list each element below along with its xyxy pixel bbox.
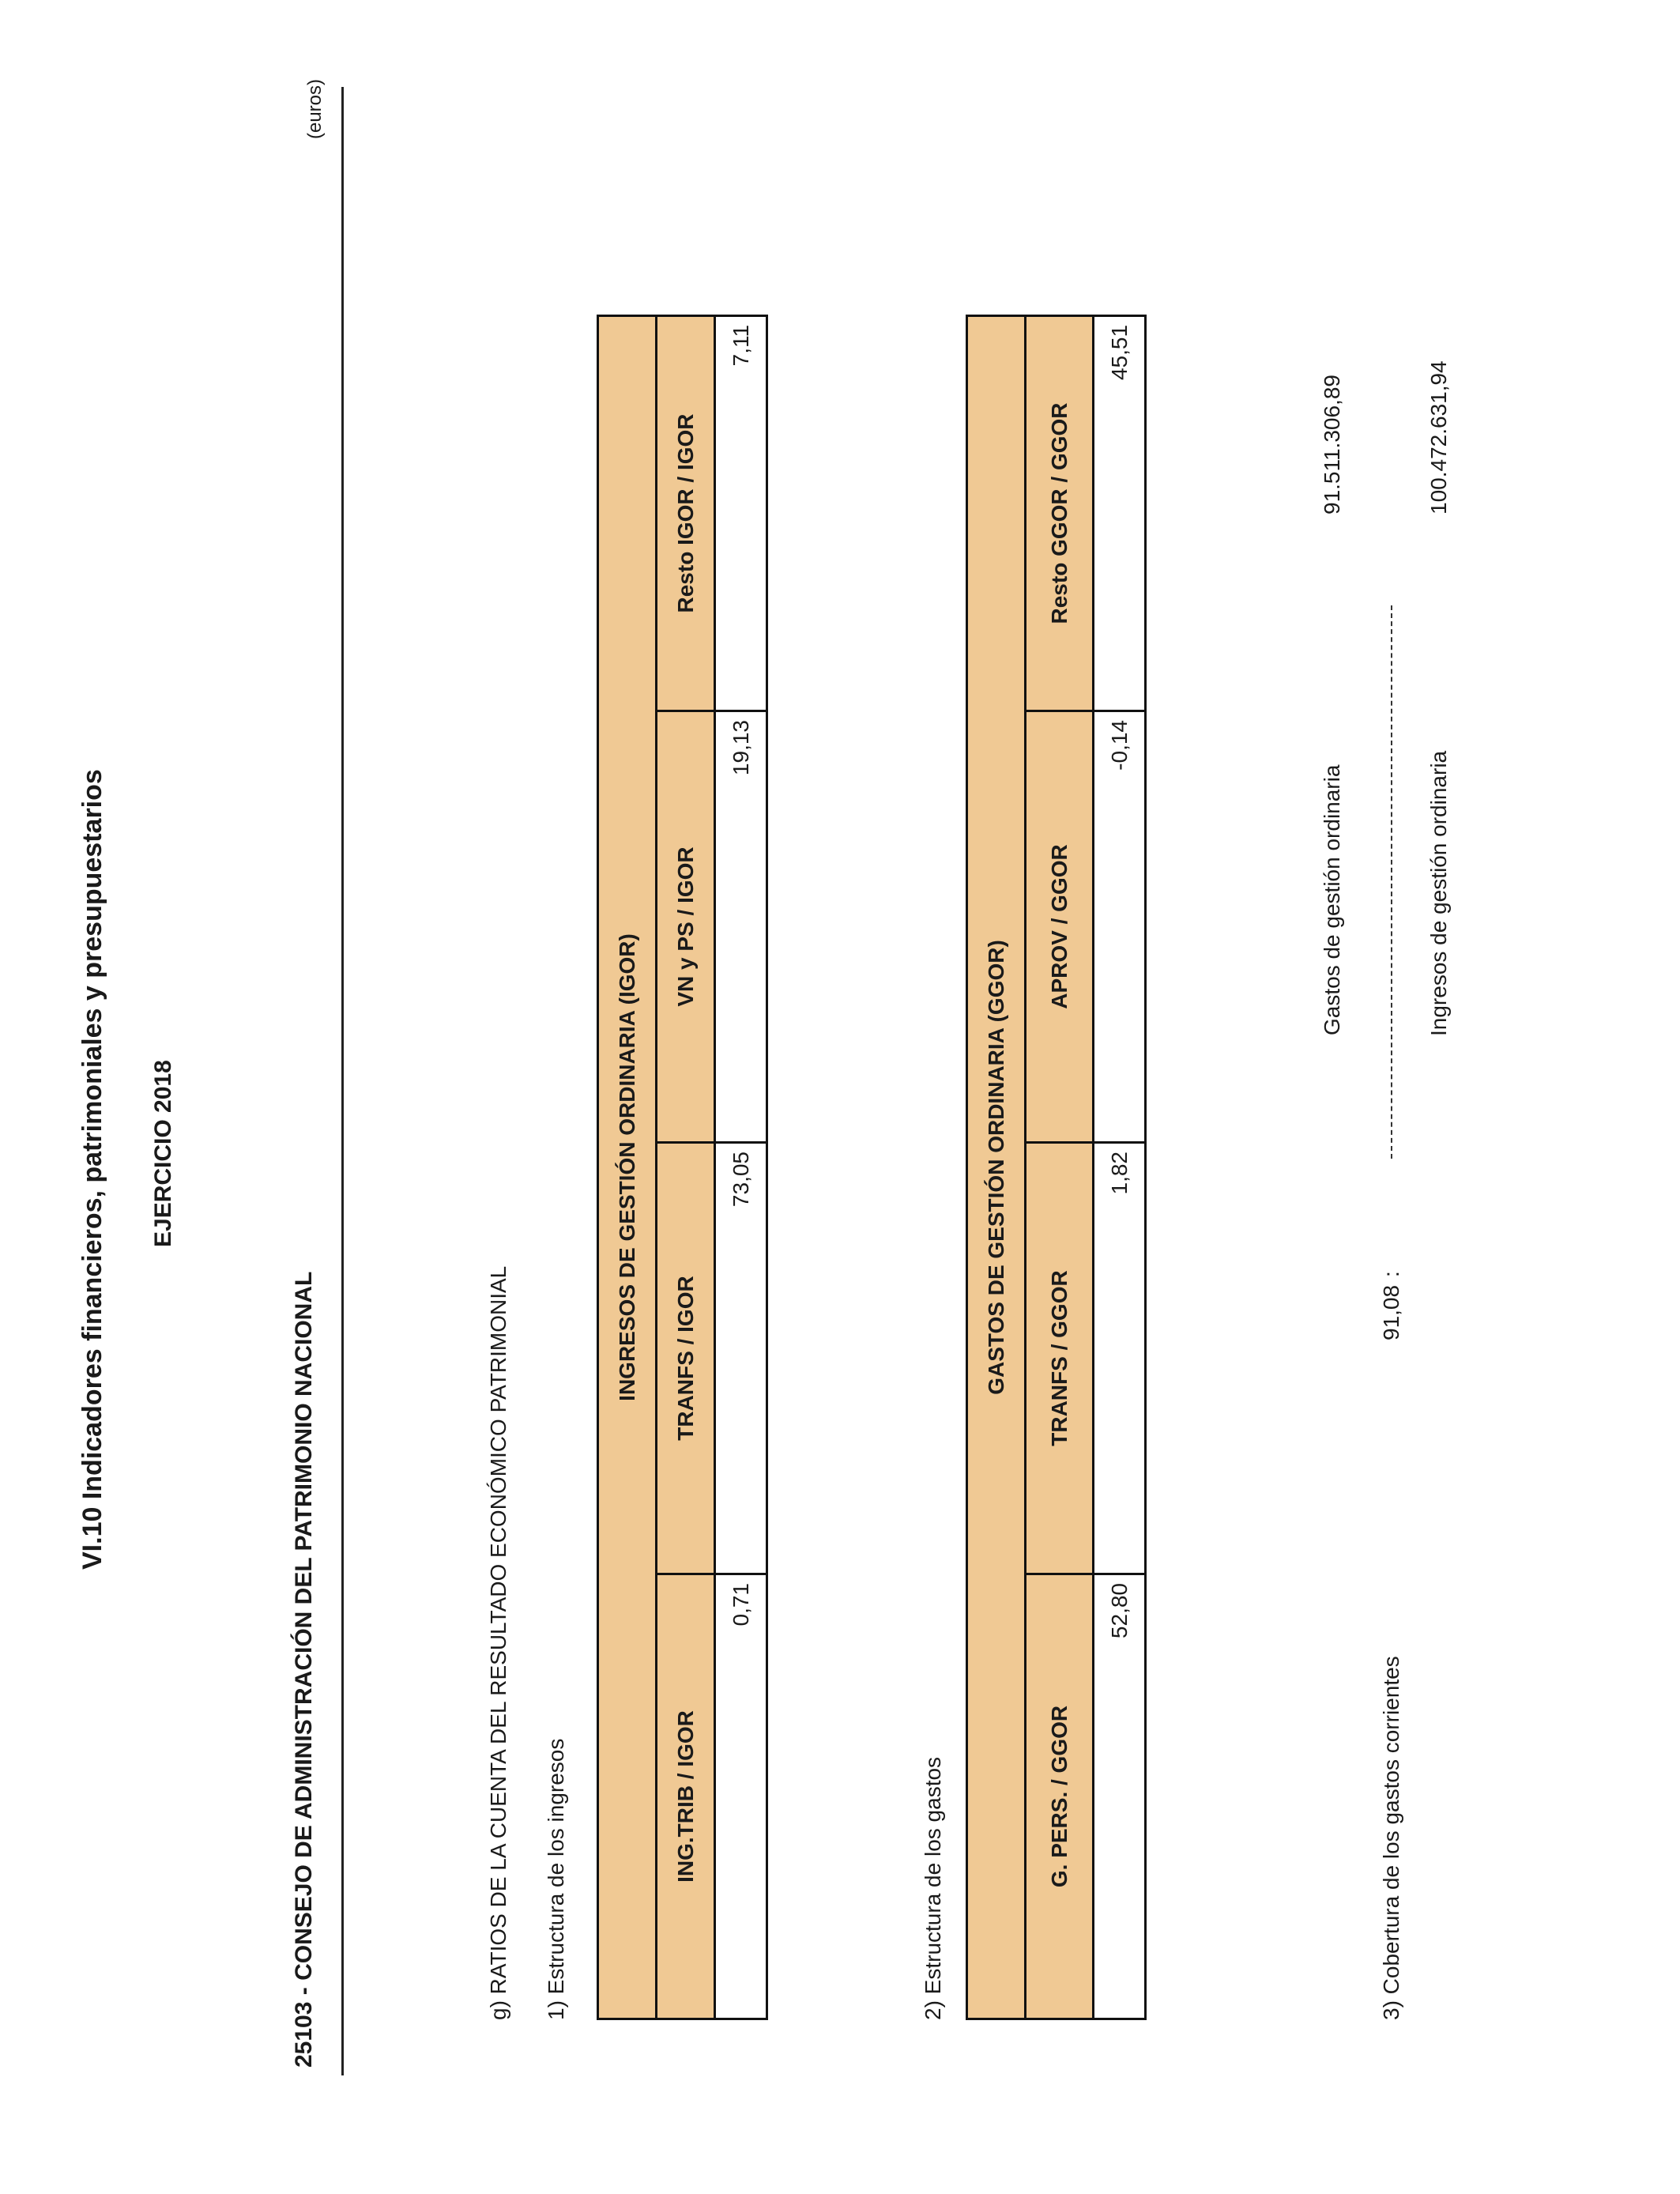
gastos-group-header: GASTOS DE GESTIÓN ORDINARIA (GGOR) xyxy=(967,315,1026,2019)
numerator-value: 91.511.306,89 xyxy=(1320,375,1344,515)
denominator-value: 100.472.631,94 xyxy=(1426,360,1451,515)
gastos-col-header: TRANFS / GGOR xyxy=(1026,1143,1094,1574)
page-title: VI.10 Indicadores financieros, patrimoniales y presupuestarios xyxy=(77,769,107,1570)
cobertura-label: 3) Cobertura de los gastos corrientes xyxy=(1379,1656,1403,2020)
cobertura-ratio: 91,08 xyxy=(1379,1284,1403,1340)
cobertura-separator: : xyxy=(1379,1271,1403,1277)
gastos-col-header: G. PERS. / GGOR xyxy=(1026,1574,1094,2019)
gastos-subtitle: 2) Estructura de los gastos xyxy=(921,1756,945,2020)
ingresos-col-header: TRANFS / IGOR xyxy=(657,1143,715,1574)
gastos-value: -0,14 xyxy=(1094,711,1146,1143)
numerator-label: Gastos de gestión ordinaria xyxy=(1320,764,1344,1035)
gastos-value: 1,82 xyxy=(1094,1143,1146,1574)
ingresos-col-header: ING.TRIB / IGOR xyxy=(657,1574,715,2019)
ingresos-value: 0,71 xyxy=(715,1574,767,2019)
denominator-label: Ingresos de gestión ordinaria xyxy=(1426,750,1451,1036)
header-rule xyxy=(341,87,344,2075)
ingresos-group-header: INGRESOS DE GESTIÓN ORDINARIA (IGOR) xyxy=(598,315,657,2019)
entity-name: 25103 - CONSEJO DE ADMINISTRACIÓN DEL PATRIMONIO NACIONAL xyxy=(291,1271,317,2068)
gastos-table xyxy=(966,315,1147,2020)
gastos-col-header: Resto GGOR / GGOR xyxy=(1026,315,1094,711)
exercise-year: EJERCICIO 2018 xyxy=(150,1060,176,1247)
ingresos-col-header: VN y PS / IGOR xyxy=(657,711,715,1143)
gastos-value: 52,80 xyxy=(1094,1574,1146,2019)
section-title: g) RATIOS DE LA CUENTA DEL RESULTADO ECONÓMICO PATRIMONIAL xyxy=(486,1265,510,2020)
ingresos-value: 19,13 xyxy=(715,711,767,1143)
ingresos-col-header: Resto IGOR / IGOR xyxy=(657,315,715,711)
ingresos-subtitle: 1) Estructura de los ingresos xyxy=(544,1738,568,2020)
gastos-col-header: APROV / GGOR xyxy=(1026,711,1094,1143)
ingresos-table xyxy=(597,315,768,2020)
ingresos-value: 73,05 xyxy=(715,1143,767,1574)
gastos-value: 45,51 xyxy=(1094,315,1146,711)
ingresos-value: 7,11 xyxy=(715,315,767,711)
fraction-line xyxy=(1391,605,1392,1159)
units-label: (euros) xyxy=(304,78,326,139)
